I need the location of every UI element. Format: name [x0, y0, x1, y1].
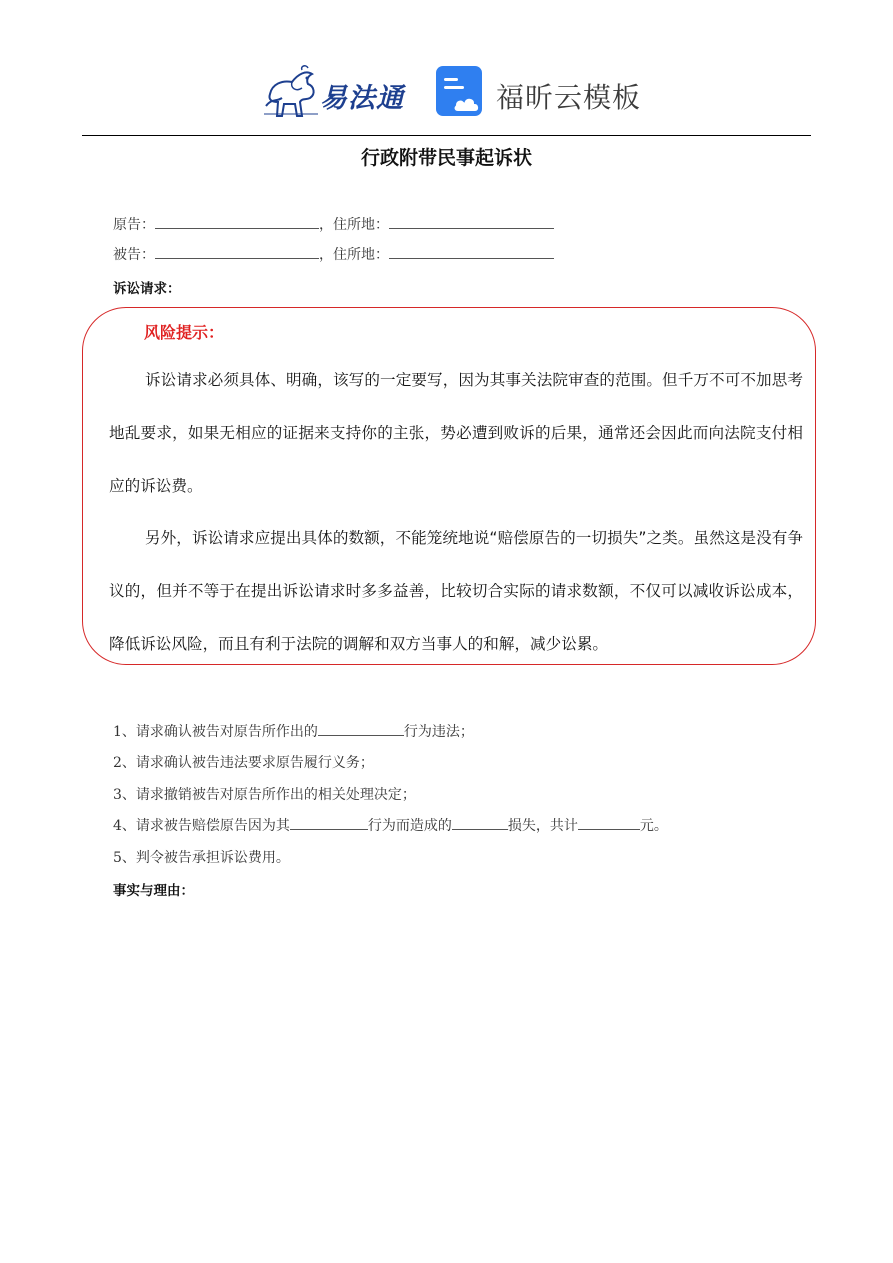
claim-4-text-b: 行为而造成的 — [367, 818, 452, 834]
facts-heading: 事实与理由： — [113, 883, 194, 899]
plaintiff-residence-label: ，住所地： — [319, 217, 389, 233]
document-title: 行政附带民事起诉状 — [360, 147, 532, 169]
header-divider — [82, 135, 811, 136]
plaintiff-residence-blank[interactable] — [389, 214, 554, 229]
claim-item-4 — [113, 815, 668, 835]
claim-1-suffix: 行为违法； — [403, 724, 474, 740]
claim-4-text-c: 损失，共计 — [507, 818, 578, 834]
claim-item-5: 5、判令被告承担诉讼费用。 — [113, 850, 290, 866]
claim-item-3: 3、请求撤销被告对原告所作出的相关处理决定； — [113, 787, 416, 803]
risk-tip-box — [82, 307, 816, 665]
fuxin-logo-text: 福昕云模板 — [496, 81, 642, 114]
plaintiff-name-blank[interactable] — [155, 214, 319, 229]
defendant-line — [113, 244, 554, 264]
cloud-document-icon — [436, 66, 488, 120]
claim-4-loss-blank[interactable] — [452, 815, 508, 830]
qilin-horse-icon — [262, 64, 322, 120]
risk-tip-paragraph-2: 另外，诉讼请求应提出具体的数额，不能笼统地说“赔偿原告的一切损失”之类。虽然这是没有争议的，但并不等于在提出诉讼请求时多多益善，比较切合实际的请求数额，不仅可以减收诉讼成本，降低诉讼风险，而且有利于法院的调解和双方当事人的和解，减少讼累。 — [109, 529, 803, 653]
claim-item-2: 2、请求确认被告违法要求原告履行义务； — [113, 755, 374, 771]
yifatong-logo — [262, 64, 412, 120]
claim-4-amount-blank[interactable] — [578, 815, 640, 830]
defendant-residence-label: ，住所地： — [319, 247, 389, 263]
defendant-residence-blank[interactable] — [389, 244, 554, 259]
claim-4-text-d: 元。 — [639, 818, 668, 834]
claim-1-text: 1、请求确认被告对原告所作出的 — [113, 724, 318, 740]
claim-4-conduct-blank[interactable] — [290, 815, 368, 830]
claim-item-1 — [113, 721, 474, 741]
plaintiff-label: 原告： — [113, 217, 155, 233]
defendant-label: 被告： — [113, 247, 155, 263]
claims-heading: 诉讼请求： — [113, 281, 181, 297]
claim-1-blank[interactable] — [318, 721, 404, 736]
yifatong-logo-text: 易法通 — [320, 83, 404, 114]
plaintiff-line — [113, 214, 554, 234]
risk-tip-heading: 风险提示： — [144, 323, 225, 342]
page-header — [0, 58, 893, 124]
defendant-name-blank[interactable] — [155, 244, 319, 259]
claim-4-text-a: 4、请求被告赔偿原告因为其 — [113, 818, 290, 834]
risk-tip-paragraph-1: 诉讼请求必须具体、明确，该写的一定要写，因为其事关法院审查的范围。但千万不可不加思考地乱要求，如果无相应的证据来支持你的主张，势必遭到败诉的后果，通常还会因此而向法院支付相应的诉讼费。 — [109, 371, 803, 495]
